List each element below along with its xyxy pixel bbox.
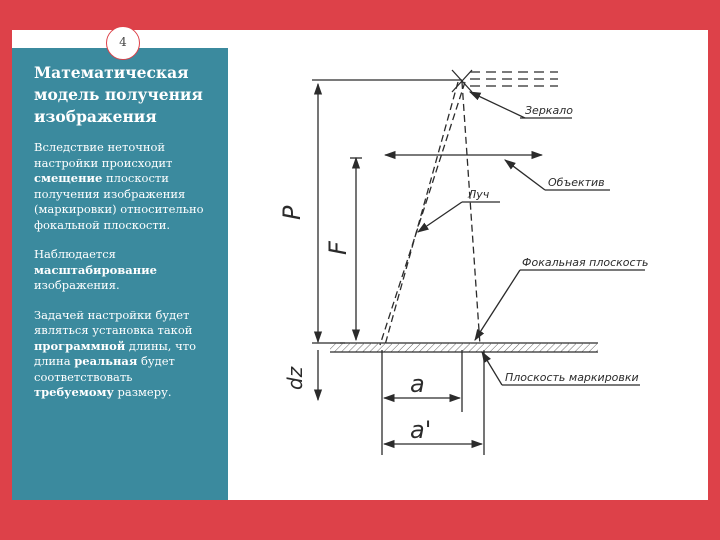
leader-mirror xyxy=(470,92,525,118)
leader-ray xyxy=(418,202,462,232)
label-marking-plane: Плоскость маркировки xyxy=(505,371,639,384)
label-dimension-dz: dz xyxy=(283,366,307,390)
label-dimension-f: F xyxy=(324,241,352,255)
text-run: Наблюдается xyxy=(34,247,116,261)
label-dimension-a-prime: a' xyxy=(410,416,432,444)
label-dimension-p: P xyxy=(278,205,306,220)
slide-number-badge: 4 xyxy=(106,26,140,60)
text-run: размеру. xyxy=(113,385,172,399)
slide-title: Математическая модель получения изображения xyxy=(34,63,203,126)
label-focal-plane: Фокальная плоскость xyxy=(522,256,649,269)
ray-line xyxy=(462,82,480,345)
bold-term: смещение xyxy=(34,171,103,185)
text-run: плоскости получения изображения (маркировки) относительно фокальной плоскости. xyxy=(34,171,204,232)
text-run: изображения. xyxy=(34,278,120,292)
leader-objective xyxy=(505,160,545,190)
text-run: Задачей настройки будет являться установка такой xyxy=(34,307,193,337)
text-run: длины, что длина xyxy=(34,338,196,368)
leader-focal xyxy=(475,270,520,340)
leader-marking xyxy=(482,352,502,385)
ray-line xyxy=(380,82,465,345)
marking-plane-hatch xyxy=(330,343,598,352)
label-objective: Объектив xyxy=(548,176,605,189)
bold-term: программной xyxy=(34,338,126,353)
bold-term: масштабирование xyxy=(34,262,157,277)
text-run: будет соответствовать xyxy=(34,354,175,384)
label-dimension-a: a xyxy=(410,370,425,398)
bold-term: реальная xyxy=(74,354,138,368)
bold-term: требуемому xyxy=(34,385,114,399)
text-run: Вследствие неточной настройки происходит xyxy=(34,140,173,170)
label-mirror: Зеркало xyxy=(525,104,573,117)
label-ray: Луч xyxy=(468,188,490,201)
ray-line xyxy=(385,82,458,345)
